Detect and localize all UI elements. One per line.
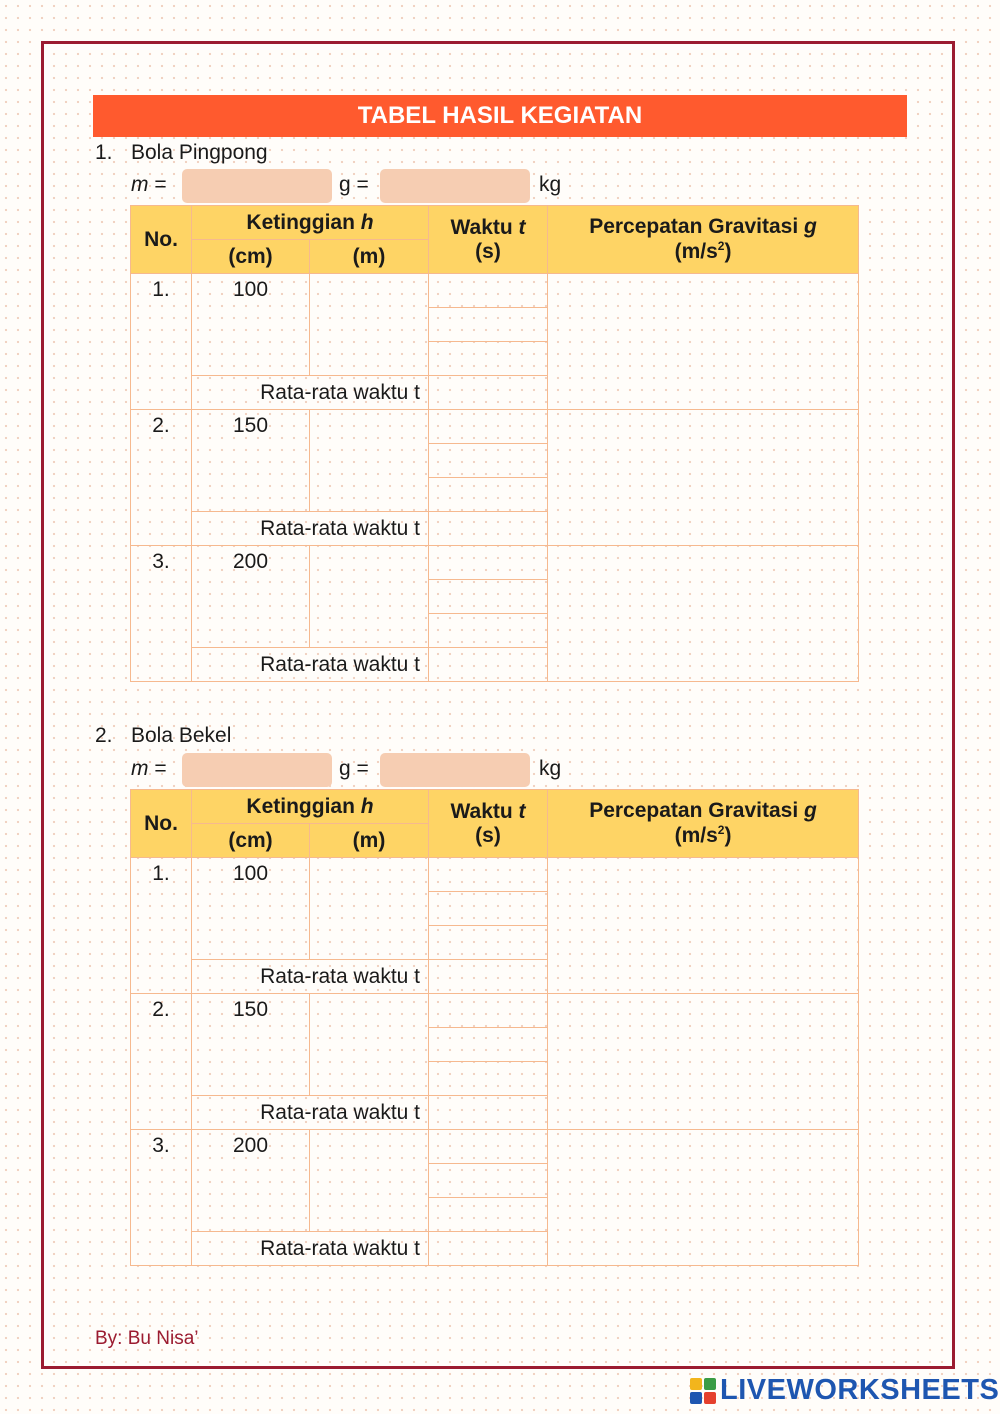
avg-label: Rata-rata waktu t bbox=[192, 960, 429, 994]
header-cm: (cm) bbox=[192, 824, 310, 858]
time-cell[interactable] bbox=[429, 614, 548, 648]
time-cell[interactable] bbox=[429, 926, 548, 960]
trial-cm: 150 bbox=[192, 994, 310, 1096]
icon-tile bbox=[690, 1392, 702, 1404]
header-no: No. bbox=[131, 206, 192, 274]
header-accel: Percepatan Gravitasi g $(m/s^2)$ bbox=[548, 790, 859, 858]
avg-time-cell[interactable] bbox=[429, 1232, 548, 1266]
time-cell[interactable] bbox=[429, 580, 548, 614]
header-time: Waktu t (s) bbox=[429, 206, 548, 274]
table-row bbox=[131, 1130, 859, 1164]
time-cell[interactable] bbox=[429, 410, 548, 444]
avg-time-cell[interactable] bbox=[429, 1096, 548, 1130]
time-cell[interactable] bbox=[429, 1164, 548, 1198]
accel-cell[interactable] bbox=[548, 858, 859, 994]
time-cell[interactable] bbox=[429, 274, 548, 308]
header-m: (m) bbox=[310, 824, 429, 858]
trial-no: 1. bbox=[131, 274, 192, 410]
header-m: (m) bbox=[310, 240, 429, 274]
time-cell[interactable] bbox=[429, 478, 548, 512]
trial-no: 1. bbox=[131, 858, 192, 994]
trial-no: 3. bbox=[131, 546, 192, 682]
section-title-pingpong bbox=[95, 141, 268, 165]
trial-cm: 200 bbox=[192, 546, 310, 648]
header-height: Ketinggian h bbox=[192, 206, 429, 240]
section-name: Bola Bekel bbox=[131, 724, 232, 747]
avg-time-cell[interactable] bbox=[429, 960, 548, 994]
time-cell[interactable] bbox=[429, 1028, 548, 1062]
section-title-bekel bbox=[95, 724, 231, 748]
time-cell[interactable] bbox=[429, 342, 548, 376]
icon-tile bbox=[704, 1392, 716, 1404]
meter-cell[interactable] bbox=[310, 994, 429, 1096]
header-height: Ketinggian h bbox=[192, 790, 429, 824]
time-cell[interactable] bbox=[429, 444, 548, 478]
meter-cell[interactable] bbox=[310, 410, 429, 512]
time-cell[interactable] bbox=[429, 1130, 548, 1164]
trial-no: 2. bbox=[131, 994, 192, 1130]
table-row bbox=[131, 546, 859, 580]
liveworksheets-icon bbox=[690, 1378, 716, 1404]
meter-cell[interactable] bbox=[310, 546, 429, 648]
header-accel: Percepatan Gravitasi g $(m/s^2)$ bbox=[548, 206, 859, 274]
section-number: 2. bbox=[95, 724, 113, 747]
meter-cell[interactable] bbox=[310, 858, 429, 960]
m-label: m = bbox=[131, 173, 167, 196]
results-table-bekel bbox=[130, 789, 859, 1266]
time-cell[interactable] bbox=[429, 858, 548, 892]
meter-cell[interactable] bbox=[310, 274, 429, 376]
trial-cm: 200 bbox=[192, 1130, 310, 1232]
time-cell[interactable] bbox=[429, 1062, 548, 1096]
table-row bbox=[131, 858, 859, 892]
unit-label: kg bbox=[539, 173, 562, 196]
header-no: No. bbox=[131, 790, 192, 858]
avg-label: Rata-rata waktu t bbox=[192, 512, 429, 546]
time-cell[interactable] bbox=[429, 546, 548, 580]
table-row bbox=[131, 410, 859, 444]
time-cell[interactable] bbox=[429, 892, 548, 926]
accel-cell[interactable] bbox=[548, 546, 859, 682]
section-name: Bola Pingpong bbox=[131, 141, 268, 164]
icon-tile bbox=[704, 1378, 716, 1390]
avg-label: Rata-rata waktu t bbox=[192, 376, 429, 410]
avg-time-cell[interactable] bbox=[429, 512, 548, 546]
accel-cell[interactable] bbox=[548, 410, 859, 546]
banner-title: TABEL HASIL KEGIATAN bbox=[93, 95, 907, 137]
trial-cm: 100 bbox=[192, 274, 310, 376]
g-label: g = bbox=[339, 757, 369, 780]
trial-cm: 150 bbox=[192, 410, 310, 512]
author-byline: By: Bu Nisa’ bbox=[95, 1328, 199, 1349]
avg-time-cell[interactable] bbox=[429, 376, 548, 410]
brand-logo[interactable] bbox=[690, 1374, 999, 1407]
trial-no: 2. bbox=[131, 410, 192, 546]
mass-input[interactable] bbox=[182, 169, 332, 203]
mass-input[interactable] bbox=[182, 753, 332, 787]
time-cell[interactable] bbox=[429, 308, 548, 342]
accel-cell[interactable] bbox=[548, 1130, 859, 1266]
accel-cell[interactable] bbox=[548, 274, 859, 410]
m-label: m = bbox=[131, 757, 167, 780]
brand-name: LIVEWORKSHEETS bbox=[720, 1374, 1000, 1406]
avg-label: Rata-rata waktu t bbox=[192, 1232, 429, 1266]
header-time: Waktu t (s) bbox=[429, 790, 548, 858]
avg-time-cell[interactable] bbox=[429, 648, 548, 682]
gram-input[interactable] bbox=[380, 753, 530, 787]
table-row bbox=[131, 994, 859, 1028]
table-row bbox=[131, 274, 859, 308]
trial-cm: 100 bbox=[192, 858, 310, 960]
time-cell[interactable] bbox=[429, 994, 548, 1028]
avg-label: Rata-rata waktu t bbox=[192, 1096, 429, 1130]
g-label: g = bbox=[339, 173, 369, 196]
gram-input[interactable] bbox=[380, 169, 530, 203]
unit-label: kg bbox=[539, 757, 562, 780]
avg-label: Rata-rata waktu t bbox=[192, 648, 429, 682]
section-number: 1. bbox=[95, 141, 113, 164]
accel-cell[interactable] bbox=[548, 994, 859, 1130]
header-cm: (cm) bbox=[192, 240, 310, 274]
meter-cell[interactable] bbox=[310, 1130, 429, 1232]
results-table-pingpong bbox=[130, 205, 859, 682]
time-cell[interactable] bbox=[429, 1198, 548, 1232]
icon-tile bbox=[690, 1378, 702, 1390]
trial-no: 3. bbox=[131, 1130, 192, 1266]
